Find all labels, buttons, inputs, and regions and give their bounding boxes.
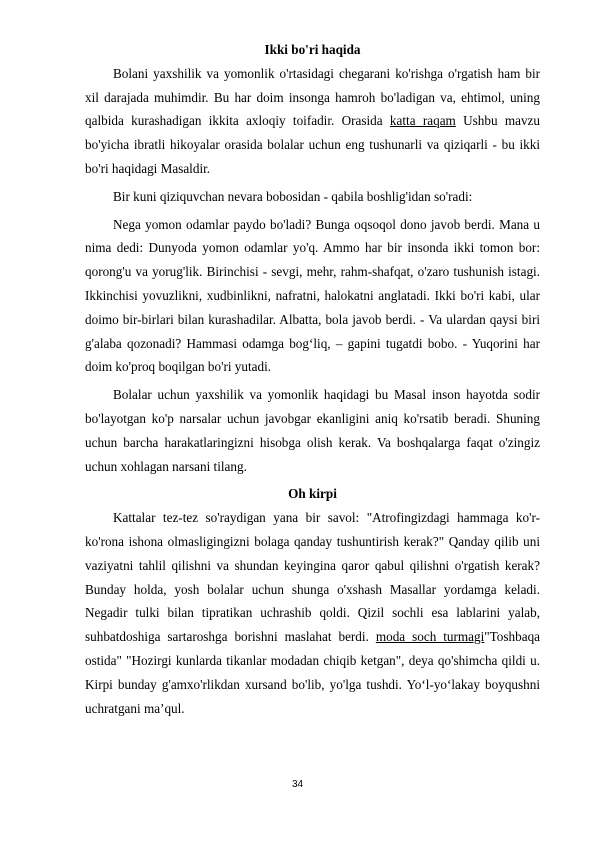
paragraph-text: "Toshbaqa ostida" "Hozirgi kunlarda tikanlar modadan chiqib ketgan", deya qo'shimcha qildi u. Kirpi bunday g'amxo'rlikdan xursand bo'lib, yo'lga tushdi. Yo‘l-yo‘lakay boyqushni uchratgani ma’qul.	[85, 629, 541, 716]
link-katta-raqam[interactable]: katta raqam	[389, 113, 456, 129]
page-number: 34	[291, 779, 304, 790]
paragraph: Nega yomon odamlar paydo bo'ladi? Bunga oqsoqol dono javob berdi. Mana u nima dedi: Dunyoda yomon odamlar yo'q. Ammo har bir insonda ikki tomon bor: qorong'u va yorug'lik. Birinchisi - sevgi, mehr, rahm-shafqat, o'zaro tushunish istagi. Ikkinchisi yovuzlikni, xudbinlikni, nafratni, halokatni anglatadi. Ikki bo'ri kabi, ular doimo bir-birlari bilan kurashadilar. Albatta, bola javob berdi. - Va ulardan qaysi biri g'alaba qozonadi? Hammasi odamga bog‘liq, – gapini tugatdi bobo. - Yuqorini har doim ko'proq boqilgan bo'ri yutadi.	[85, 216, 540, 375]
document-page	[85, 38, 540, 720]
paragraph	[85, 62, 540, 181]
paragraph-text: Ushbu mavzu bo'yicha ibratli hikoyalar orasida bolalar uchun eng tushunarli va qiziqarli - bu ikki bo'ri haqidagi Masaldir.	[85, 113, 541, 176]
section-title-oh-kirpi: Oh kirpi	[288, 486, 337, 502]
link-moda-soch-turmagi[interactable]: moda soch turmagi	[375, 629, 485, 645]
paragraph: Bir kuni qiziquvchan nevara bobosidan - qabila boshlig'idan so'radi:	[113, 188, 473, 204]
paragraph	[85, 506, 540, 720]
section-title-ikki-bori: Ikki bo'ri haqida	[264, 42, 361, 57]
paragraph: Bolalar uchun yaxshilik va yomonlik haqidagi bu Masal inson hayotda sodir bo'layotgan ko'p narsalar uchun javobgar ekanligini aniq ko'rsatib beradi. Shuning uchun barcha harakatlaringizni hisobga olish kerak. Va boshqalarga faqat o'zingiz uchun xohlagan narsani tilang.	[85, 387, 540, 474]
paragraph-text: Bolani yaxshilik va yomonlik o'rtasidagi chegarani ko'rishga o'rgatish ham bir xil darajada muhimdir. Bu har doim insonga hamroh bo'ladigan va, ehtimol, uning qalbida kurashadigan ikkita axloqiy toifadir. Orasida	[85, 65, 540, 129]
paragraph-text: Kattalar tez-tez so'raydigan yana bir savol: "Atrofingizdagi hammaga ko'r-ko'rona ishona olmasligingizni bolaga qanday tushuntirish kerak?" Qanday qilib uni vaziyatni tahlil qilishni va shundan keyingina qaror qabul qilishni o'rgatish kerak? Bunday holda, yosh bolalar uchun shunga o'xshash Masallar yordamga keladi. Negadir tulki bilan tipratikan uchrashib qoldi. Qizil sochli esa lablarini yalab, suhbatdoshiga sartaroshga borishni maslahat berdi.	[85, 510, 540, 645]
